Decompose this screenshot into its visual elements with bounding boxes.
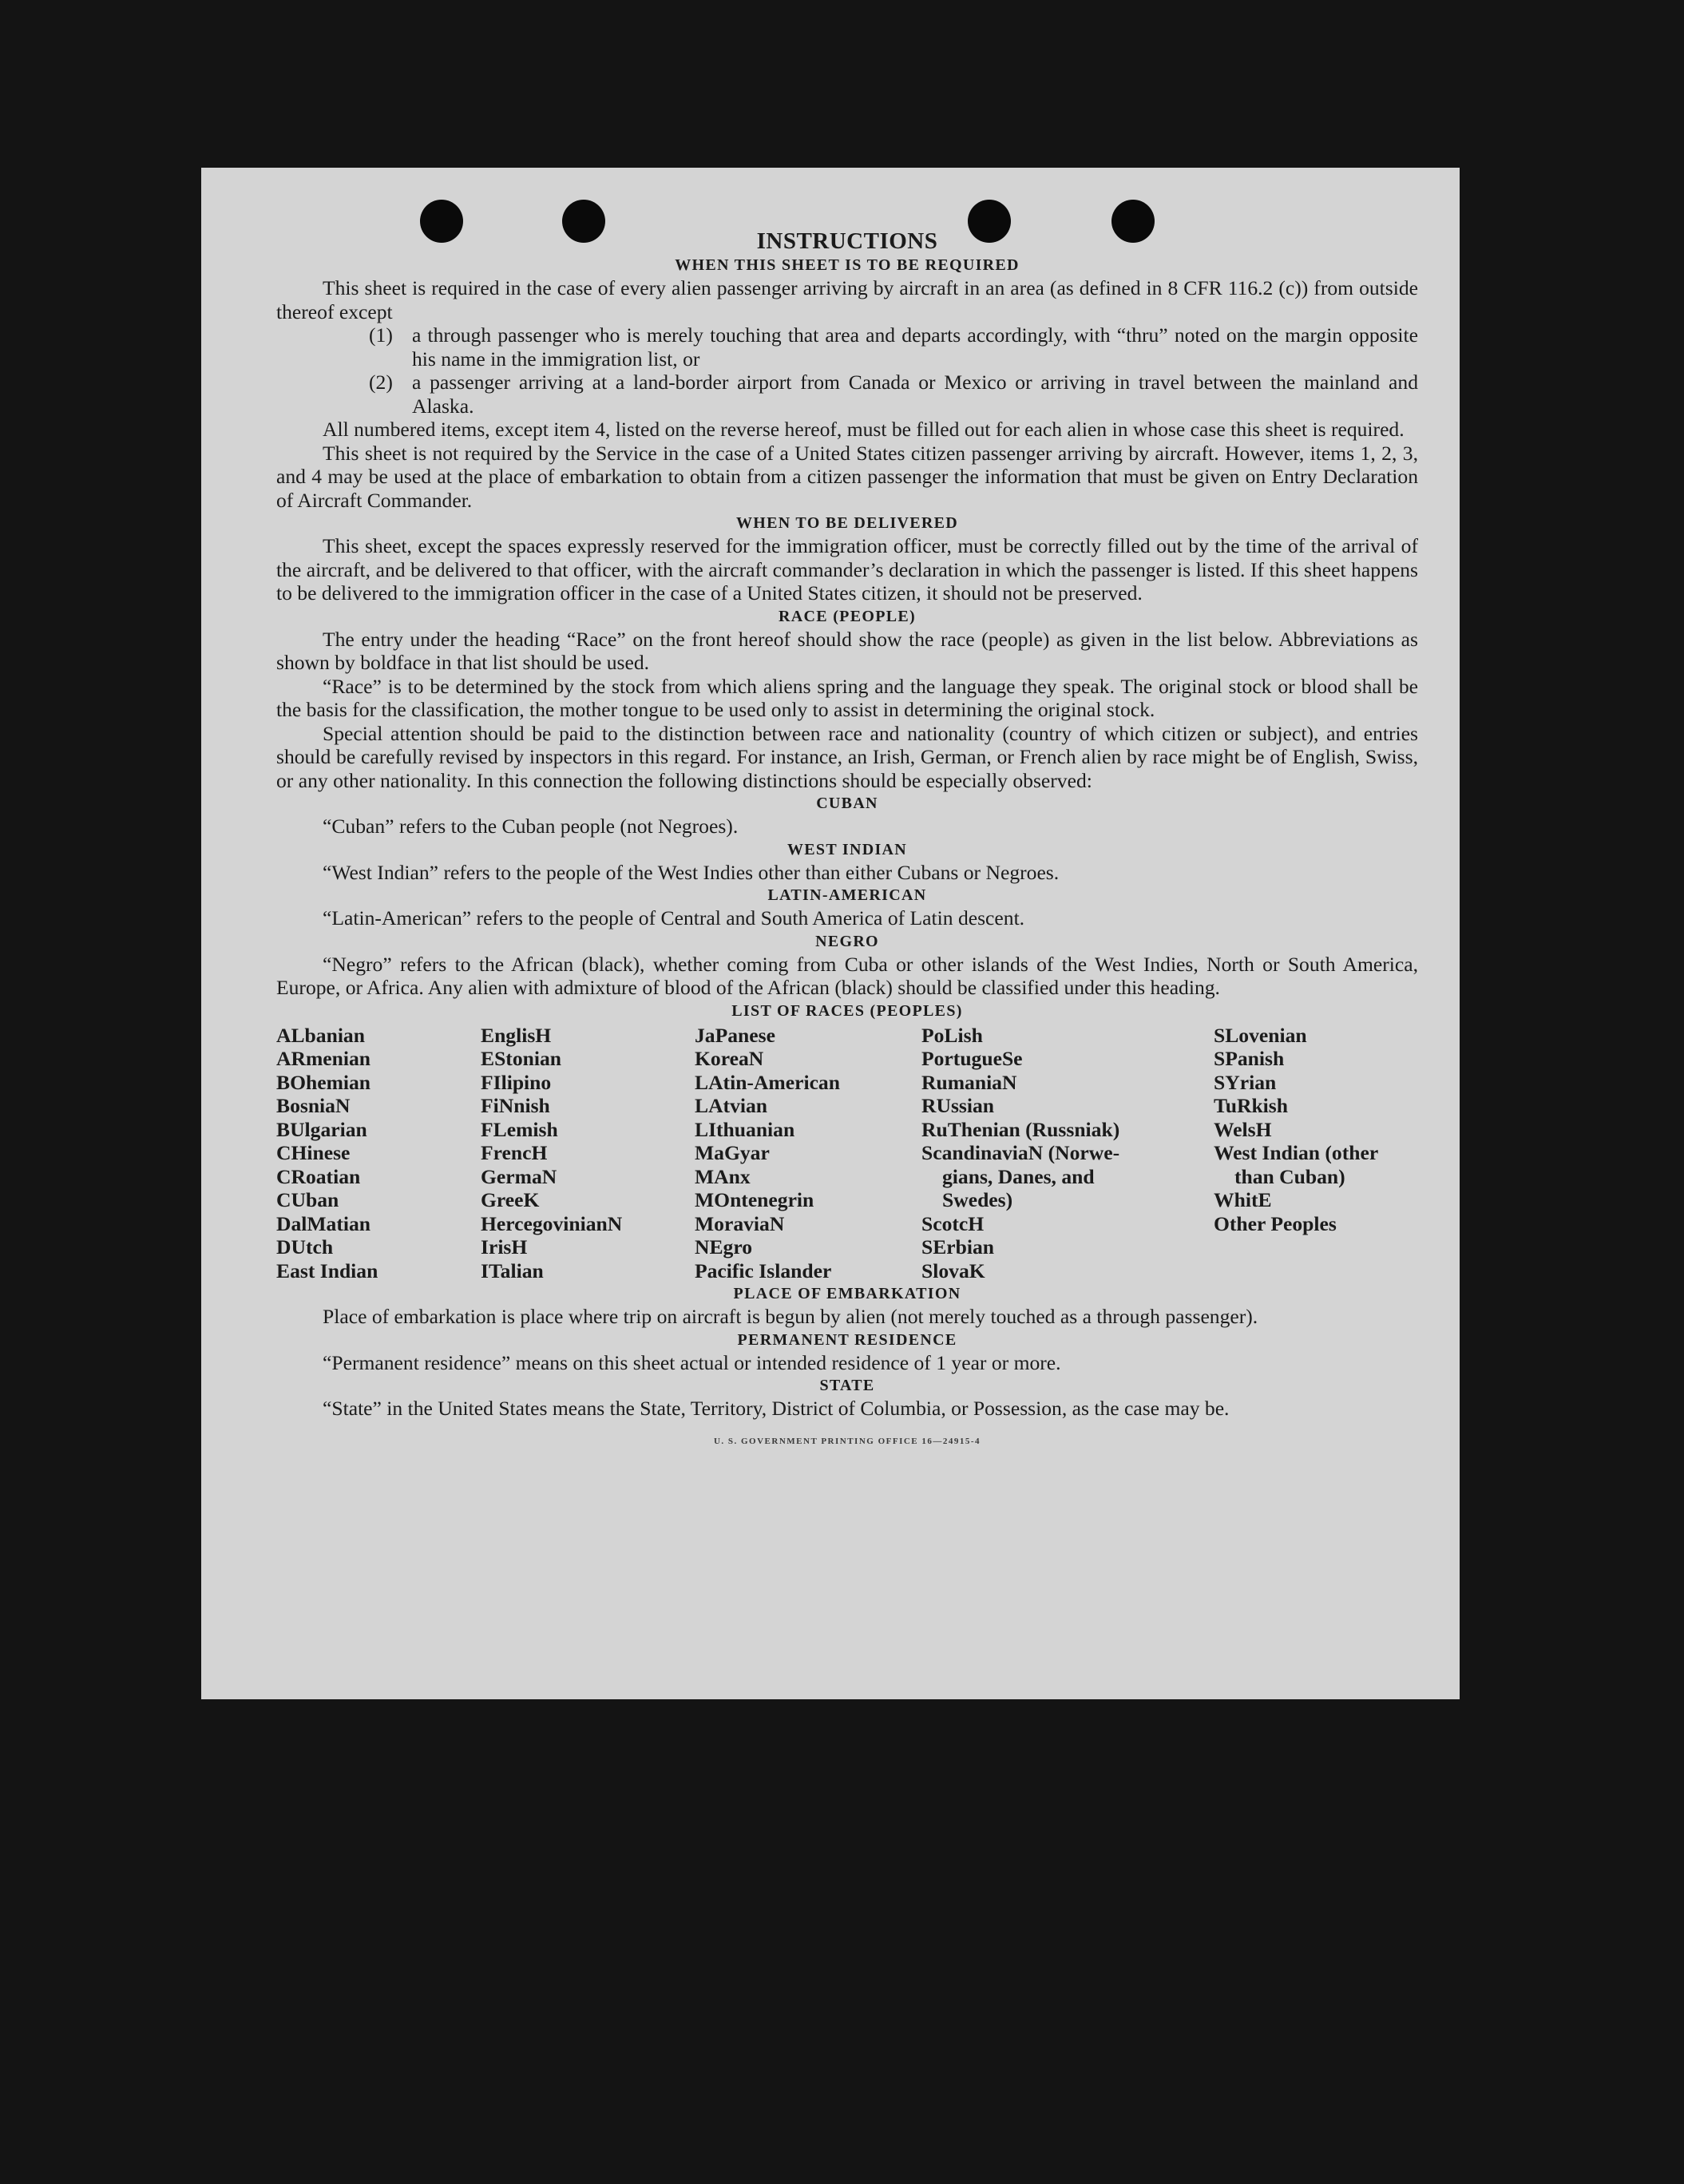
race-entry: JaPanese bbox=[695, 1023, 775, 1047]
race-entry: HercegovinianN bbox=[481, 1211, 623, 1235]
race-entry: KoreaN bbox=[695, 1047, 764, 1070]
race-entry: BUlgarian bbox=[276, 1117, 367, 1141]
heading-race: RACE (PEOPLE) bbox=[779, 607, 916, 625]
race-entry: SYrian bbox=[1214, 1070, 1277, 1094]
definition: “West Indian” refers to the people of the West Indies other than either Cubans or Negroes. bbox=[323, 860, 1060, 884]
item-text: a passenger arriving at a land-border airport from Canada or Mexico or arriving in travel between the mainland and Alaska. bbox=[412, 371, 1418, 418]
race-entry: RuThenian (Russniak) bbox=[921, 1117, 1120, 1141]
definition: “Latin-American” refers to the people of Central and South America of Latin descent. bbox=[323, 906, 1025, 929]
paragraph: This sheet is required in the case of every alien passenger arriving by aircraft in an area (as defined in 8 CFR 116.2 (c)) from outside thereof except bbox=[276, 276, 1418, 323]
race-entry: LIthuanian bbox=[695, 1117, 795, 1141]
page-title: INSTRUCTIONS bbox=[756, 228, 938, 254]
race-entry: SPanish bbox=[1214, 1047, 1285, 1070]
race-entry: LAtvian bbox=[695, 1094, 768, 1117]
races-column bbox=[276, 1024, 481, 1283]
race-entry: PortugueSe bbox=[921, 1047, 1023, 1070]
paragraph: Special attention should be paid to the distinction between race and nationality (country of which citizen or subject), and entries should be carefully revised by inspectors in this regard. For instance, an Irish, German, or French alien by race might be of English, Swiss, or any other nationality. In this connection the following distinctions should be especially observed: bbox=[276, 721, 1418, 792]
race-entry: ScotcH bbox=[921, 1211, 985, 1235]
item-number: (2) bbox=[369, 371, 393, 394]
race-entry: MoraviaN bbox=[695, 1211, 785, 1235]
races-column bbox=[1214, 1024, 1418, 1283]
race-entry: FIlipino bbox=[481, 1070, 552, 1094]
race-entry: BOhemian bbox=[276, 1070, 371, 1094]
race-entry: DUtch bbox=[276, 1235, 334, 1258]
race-entry: CRoatian bbox=[276, 1164, 361, 1188]
race-entry: WelsH bbox=[1214, 1117, 1272, 1141]
paragraph: This sheet is not required by the Service in the case of a United States citizen passenger arriving by aircraft. However, items 1, 2, 3, and 4 may be used at the place of embarkation to obtain from a citizen passenger the information that must be given on Entry Declaration of Aircraft Commander. bbox=[276, 441, 1418, 512]
race-entry: GermaN bbox=[481, 1164, 557, 1188]
paragraph: All numbered items, except item 4, listed on the reverse hereof, must be filled out for each alien in whose case this sheet is required. bbox=[323, 418, 1405, 441]
printer-imprint: U. S. GOVERNMENT PRINTING OFFICE 16—24915-4 bbox=[713, 1436, 981, 1446]
heading-latin-american: LATIN-AMERICAN bbox=[767, 886, 927, 904]
race-entry: ScandinaviaN (Norwe- bbox=[921, 1141, 1120, 1164]
paragraph: “Race” is to be determined by the stock from which aliens spring and the language they speak. The original stock or blood shall be the basis for the classification, the mother tongue to be used only to assist in determining the original stock. bbox=[276, 674, 1418, 721]
race-entry: FLemish bbox=[481, 1117, 558, 1141]
definition: “State” in the United States means the State, Territory, District of Columbia, or Possession, as the case may be. bbox=[323, 1397, 1230, 1420]
definition: “Permanent residence” means on this sheet actual or intended residence of 1 year or more. bbox=[323, 1350, 1061, 1374]
race-entry: EStonian bbox=[481, 1047, 562, 1070]
heading-when-required: WHEN THIS SHEET IS TO BE REQUIRED bbox=[675, 256, 1020, 274]
race-entry: CHinese bbox=[276, 1141, 351, 1164]
race-entry: SErbian bbox=[921, 1235, 995, 1258]
race-entry: West Indian (other bbox=[1214, 1141, 1379, 1164]
race-entry-continued: gians, Danes, and bbox=[942, 1164, 1095, 1188]
definition: Place of embarkation is place where trip on aircraft is begun by alien (not merely touched as a through passenger). bbox=[323, 1305, 1258, 1328]
race-entry: SlovaK bbox=[921, 1258, 985, 1282]
race-entry: ALbanian bbox=[276, 1023, 365, 1047]
race-entry: TuRkish bbox=[1214, 1094, 1288, 1117]
race-entry: Other Peoples bbox=[1214, 1211, 1337, 1235]
race-entry: Pacific Islander bbox=[695, 1258, 832, 1282]
race-entry: EnglisH bbox=[481, 1023, 552, 1047]
race-entry: NEgro bbox=[695, 1235, 753, 1258]
race-entry: ARmenian bbox=[276, 1047, 371, 1070]
exception-item bbox=[276, 371, 1418, 418]
paragraph: The entry under the heading “Race” on the front hereof should show the race (people) as given in the list below. Abbreviations as shown by boldface in that list should be used. bbox=[276, 627, 1418, 674]
race-entry: East Indian bbox=[276, 1258, 378, 1282]
race-entry: SLovenian bbox=[1214, 1023, 1307, 1047]
race-entry: MaGyar bbox=[695, 1141, 770, 1164]
item-number: (1) bbox=[369, 323, 393, 347]
race-entry-continued: than Cuban) bbox=[1234, 1164, 1345, 1188]
race-entry: LAtin-American bbox=[695, 1070, 840, 1094]
race-entry: IrisH bbox=[481, 1235, 528, 1258]
heading-when-delivered: WHEN TO BE DELIVERED bbox=[735, 514, 959, 532]
race-entry-continued: Swedes) bbox=[942, 1188, 1013, 1211]
heading-cuban: CUBAN bbox=[816, 795, 878, 812]
race-entry: GreeK bbox=[481, 1188, 540, 1211]
exception-item bbox=[276, 323, 1418, 371]
race-entry: PoLish bbox=[921, 1023, 983, 1047]
race-entry: MOntenegrin bbox=[695, 1188, 814, 1211]
race-entry: RumaniaN bbox=[921, 1070, 1017, 1094]
heading-place-of-embarkation: PLACE OF EMBARKATION bbox=[733, 1285, 961, 1302]
heading-west-indian: WEST INDIAN bbox=[787, 840, 908, 858]
document-page bbox=[201, 168, 1460, 1699]
race-entry: RUssian bbox=[921, 1094, 995, 1117]
race-entry: ITalian bbox=[481, 1258, 544, 1282]
race-entry: DalMatian bbox=[276, 1211, 371, 1235]
races-column bbox=[481, 1024, 695, 1283]
race-entry: BosniaN bbox=[276, 1094, 351, 1117]
race-entry: WhitE bbox=[1214, 1188, 1272, 1211]
heading-negro: NEGRO bbox=[815, 932, 879, 950]
heading-permanent-residence: PERMANENT RESIDENCE bbox=[737, 1330, 957, 1349]
races-list bbox=[276, 1024, 1418, 1283]
race-entry: MAnx bbox=[695, 1164, 751, 1188]
instructions-body bbox=[276, 228, 1418, 1453]
definition: “Negro” refers to the African (black), whether coming from Cuba or other islands of the West Indies, North or South America, Europe, or Africa. Any alien with admixture of blood of the African (black) should be classified under this heading. bbox=[276, 952, 1418, 999]
races-column bbox=[695, 1024, 921, 1283]
race-entry: FrencH bbox=[481, 1141, 548, 1164]
item-text: a through passenger who is merely touching that area and departs accordingly, with “thru” noted on the margin opposite his name in the immigration list, or bbox=[412, 323, 1418, 371]
race-entry: FiNnish bbox=[481, 1094, 550, 1117]
race-entry: CUban bbox=[276, 1188, 339, 1211]
heading-state: STATE bbox=[819, 1377, 875, 1394]
races-column bbox=[921, 1024, 1214, 1283]
paragraph: This sheet, except the spaces expressly reserved for the immigration officer, must be correctly filled out by the time of the arrival of the aircraft, and be delivered to that officer, with the aircraft commander’s declaration in which the passenger is listed. If this sheet happens to be delivered to the immigration officer in the case of a United States citizen, it should not be preserved. bbox=[276, 534, 1418, 604]
definition: “Cuban” refers to the Cuban people (not Negroes). bbox=[323, 815, 739, 838]
heading-list-of-races: LIST OF RACES (PEOPLES) bbox=[731, 1001, 963, 1020]
